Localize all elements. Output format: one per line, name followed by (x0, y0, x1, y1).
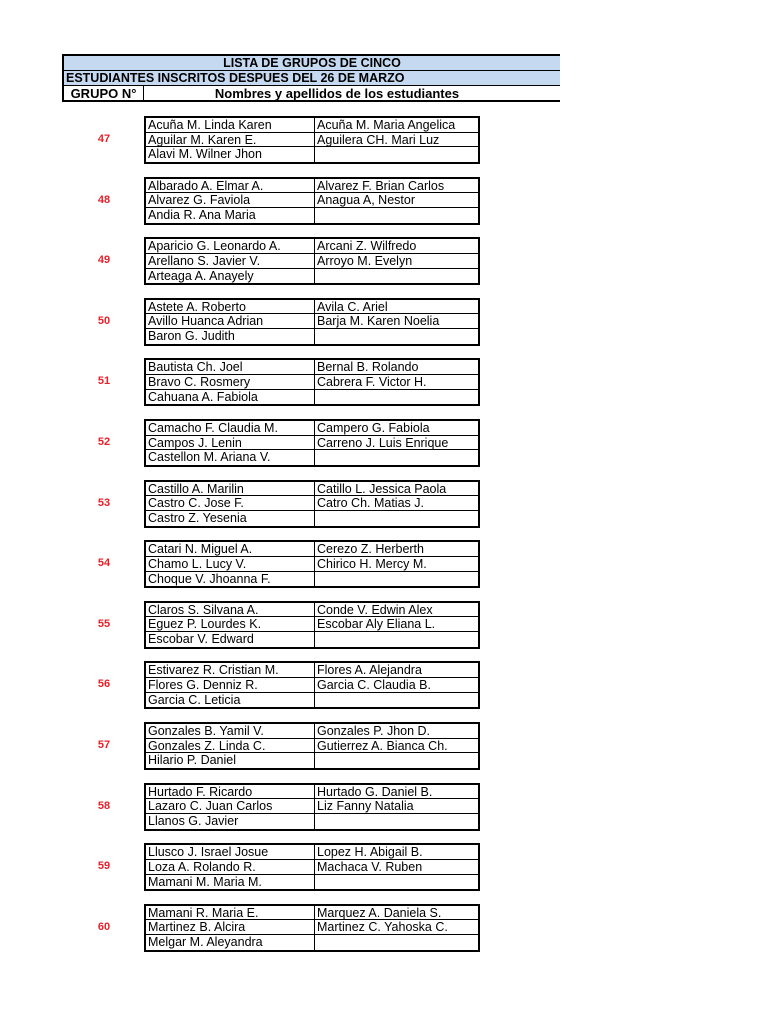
group-members-table (144, 540, 480, 588)
student-name-cell: Flores G. Denniz R. (146, 678, 315, 692)
student-name-cell: Campero G. Fabiola (317, 421, 430, 435)
student-name-cell: Hurtado G. Daniel B. (317, 784, 433, 799)
student-name-cell (315, 269, 478, 284)
student-name-cell (315, 329, 478, 344)
group-number: 51 (97, 375, 111, 388)
student-name-cell: Arteaga A. Anayely (146, 269, 315, 284)
table-row (146, 269, 478, 284)
student-group (0, 177, 768, 223)
student-name-cell (315, 450, 478, 465)
table-row (146, 785, 478, 800)
group-number: 55 (97, 617, 111, 630)
student-group (0, 116, 768, 162)
student-name-cell: Cahuana A. Fabiola (146, 390, 315, 405)
student-group (0, 237, 768, 283)
student-name-cell: Acuña M. Maria Angelica (317, 118, 456, 132)
student-group (0, 601, 768, 647)
student-name-cell (315, 572, 478, 587)
student-name-cell (315, 935, 478, 950)
student-name-cell: Andia R. Ana Maria (146, 208, 315, 223)
student-name-cell: Cabrera F. Victor H. (317, 375, 427, 389)
student-name-cell: Machaca V. Ruben (317, 859, 423, 874)
student-name-cell: Avila C. Ariel (317, 299, 388, 314)
table-row (146, 814, 478, 829)
student-name-cell: Gonzales P. Jhon D. (317, 724, 431, 738)
group-number: 48 (97, 193, 111, 206)
student-name-cell: Mamani M. Maria M. (146, 875, 315, 890)
student-name-cell: Arellano S. Javier V. (146, 254, 315, 268)
column-header-group: GRUPO N° (64, 86, 144, 100)
student-name-cell: Castro C. Jose F. (146, 496, 315, 510)
student-group (0, 540, 768, 586)
group-members-table (144, 177, 480, 225)
student-name-cell: Llusco J. Israel Josue (146, 845, 315, 859)
student-name-cell: Lopez H. Abigail B. (317, 845, 423, 859)
student-group (0, 298, 768, 344)
student-name-cell: Baron G. Judith (146, 329, 315, 344)
table-row (146, 421, 478, 436)
table-row (146, 390, 478, 405)
table-row (146, 450, 478, 465)
student-name-cell: Castro Z. Yesenia (146, 511, 315, 526)
table-row (146, 542, 478, 557)
table-row (146, 375, 478, 390)
student-name-cell: Martinez C. Yahoska C. (317, 920, 448, 935)
student-name-cell: Aguilar M. Karen E. (146, 133, 315, 147)
table-row (146, 678, 478, 693)
student-name-cell: Castillo A. Marilin (146, 482, 315, 496)
group-number: 56 (97, 678, 111, 691)
student-group (0, 419, 768, 465)
student-name-cell: Martinez B. Alcira (146, 920, 315, 934)
table-row (146, 511, 478, 526)
student-name-cell: Garcia C. Claudia B. (317, 678, 431, 692)
table-row (146, 739, 478, 754)
table-row (146, 799, 478, 814)
group-number: 54 (97, 557, 111, 570)
student-group (0, 843, 768, 889)
group-members-table (144, 722, 480, 770)
student-name-cell: Bautista Ch. Joel (146, 360, 315, 374)
student-name-cell: Melgar M. Aleyandra (146, 935, 315, 950)
student-group (0, 480, 768, 526)
student-group (0, 358, 768, 404)
table-row (146, 557, 478, 572)
table-row (146, 860, 478, 875)
student-name-cell: Aparicio G. Leonardo A. (146, 239, 315, 253)
student-name-cell (315, 208, 478, 223)
student-name-cell: Barja M. Karen Noelia (317, 314, 440, 329)
table-row (146, 436, 478, 451)
student-name-cell: Hilario P. Daniel (146, 753, 315, 768)
group-members-table (144, 661, 480, 709)
student-name-cell: Mamani R. Maria E. (146, 906, 315, 920)
group-members-table (144, 237, 480, 285)
table-row (146, 300, 478, 315)
student-name-cell: Acuña M. Linda Karen (146, 118, 315, 132)
table-row (146, 920, 478, 935)
student-name-cell: Gutierrez A. Bianca Ch. (317, 738, 448, 753)
student-name-cell: Choque V. Jhoanna F. (146, 572, 315, 587)
student-name-cell (315, 875, 478, 890)
table-row (146, 482, 478, 497)
student-group (0, 783, 768, 829)
group-members-table (144, 298, 480, 346)
column-header-names: Nombres y apellidos de los estudiantes (214, 86, 460, 101)
group-number: 60 (97, 920, 111, 933)
sheet-title: LISTA DE GRUPOS DE CINCO (62, 54, 560, 70)
student-name-cell: Camacho F. Claudia M. (146, 421, 315, 435)
student-name-cell: Catari N. Miguel A. (146, 542, 315, 556)
student-name-cell: Alvarez G. Faviola (146, 193, 315, 207)
student-name-cell: Catro Ch. Matias J. (317, 496, 424, 510)
student-name-cell: Astete A. Roberto (146, 300, 315, 314)
table-row (146, 875, 478, 890)
student-name-cell: Aguilera CH. Mari Luz (317, 132, 440, 147)
table-row (146, 193, 478, 208)
table-row (146, 663, 478, 678)
student-name-cell: Bravo C. Rosmery (146, 375, 315, 389)
sheet-subtitle: ESTUDIANTES INSCRITOS DESPUES DEL 26 DE MARZO (62, 70, 560, 85)
table-row (146, 753, 478, 768)
student-name-cell: Hurtado F. Ricardo (146, 785, 315, 799)
student-name-cell: Anagua A, Nestor (317, 193, 415, 207)
student-name-cell (315, 632, 478, 647)
student-name-cell (315, 693, 478, 708)
table-row (146, 133, 478, 148)
student-name-cell: Alvarez F. Brian Carlos (317, 178, 445, 193)
table-row (146, 179, 478, 194)
group-members-table (144, 116, 480, 164)
table-row (146, 314, 478, 329)
group-number: 57 (97, 739, 111, 751)
group-members-table (144, 358, 480, 406)
group-number: 47 (97, 133, 111, 145)
table-row (146, 147, 478, 162)
table-row (146, 118, 478, 133)
group-number: 53 (97, 496, 111, 509)
table-row (146, 632, 478, 647)
student-name-cell: Claros S. Silvana A. (146, 603, 315, 617)
group-members-table (144, 480, 480, 528)
student-name-cell: Marquez A. Daniela S. (317, 905, 442, 920)
student-name-cell: Bernal B. Rolando (317, 360, 419, 375)
table-row (146, 693, 478, 708)
group-number: 58 (97, 799, 111, 812)
table-row (146, 329, 478, 344)
student-name-cell: Gonzales Z. Linda C. (146, 739, 315, 753)
student-name-cell: Loza A. Rolando R. (146, 860, 315, 874)
student-name-cell (315, 511, 478, 526)
student-name-cell: Albarado A. Elmar A. (146, 179, 315, 193)
group-members-table (144, 601, 480, 649)
student-name-cell: Cerezo Z. Herberth (317, 542, 424, 556)
student-name-cell (315, 390, 478, 405)
group-members-table (144, 843, 480, 891)
group-number: 52 (97, 436, 111, 448)
student-name-cell: Eguez P. Lourdes K. (146, 617, 315, 631)
student-name-cell: Castellon M. Ariana V. (146, 450, 315, 465)
student-group (0, 661, 768, 707)
student-name-cell: Arcani Z. Wilfredo (317, 239, 417, 253)
student-name-cell: Arroyo M. Evelyn (317, 253, 413, 268)
table-row (146, 572, 478, 587)
table-row (146, 496, 478, 511)
table-row (146, 935, 478, 950)
group-members-table (144, 419, 480, 467)
student-name-cell: Catillo L. Jessica Paola (317, 481, 447, 496)
table-row (146, 208, 478, 223)
student-name-cell (315, 753, 478, 768)
student-group (0, 904, 768, 950)
table-row (146, 239, 478, 254)
student-name-cell: Carreno J. Luis Enrique (317, 435, 449, 450)
student-name-cell: Campos J. Lenin (146, 436, 315, 450)
table-row (146, 254, 478, 269)
student-name-cell: Escobar Aly Eliana L. (317, 617, 436, 632)
group-number: 49 (97, 254, 111, 267)
group-members-table (144, 904, 480, 952)
table-row (146, 845, 478, 860)
table-row (146, 724, 478, 739)
student-name-cell: Gonzales B. Yamil V. (146, 724, 315, 738)
group-number: 59 (97, 860, 111, 873)
student-name-cell: Alavi M. Wilner Jhon (146, 147, 315, 162)
student-name-cell: Flores A. Alejandra (317, 663, 422, 678)
table-row (146, 617, 478, 632)
sheet-header (62, 54, 560, 102)
student-name-cell: Liz Fanny Natalia (317, 799, 414, 813)
student-group (0, 722, 768, 768)
column-header-row (62, 85, 560, 102)
group-members-table (144, 783, 480, 831)
table-row (146, 906, 478, 921)
table-row (146, 360, 478, 375)
student-name-cell (315, 147, 478, 162)
student-name-cell: Avillo Huanca Adrian (146, 314, 315, 328)
student-name-cell: Estivarez R. Cristian M. (146, 663, 315, 677)
student-name-cell (315, 814, 478, 829)
table-row (146, 603, 478, 618)
student-name-cell: Escobar V. Edward (146, 632, 315, 647)
student-name-cell: Conde V. Edwin Alex (317, 602, 433, 617)
student-name-cell: Chamo L. Lucy V. (146, 557, 315, 571)
student-name-cell: Chirico H. Mercy M. (317, 556, 427, 571)
group-number: 50 (97, 314, 111, 327)
student-name-cell: Lazaro C. Juan Carlos (146, 799, 315, 813)
student-name-cell: Llanos G. Javier (146, 814, 315, 829)
student-name-cell: Garcia C. Leticia (146, 693, 315, 708)
